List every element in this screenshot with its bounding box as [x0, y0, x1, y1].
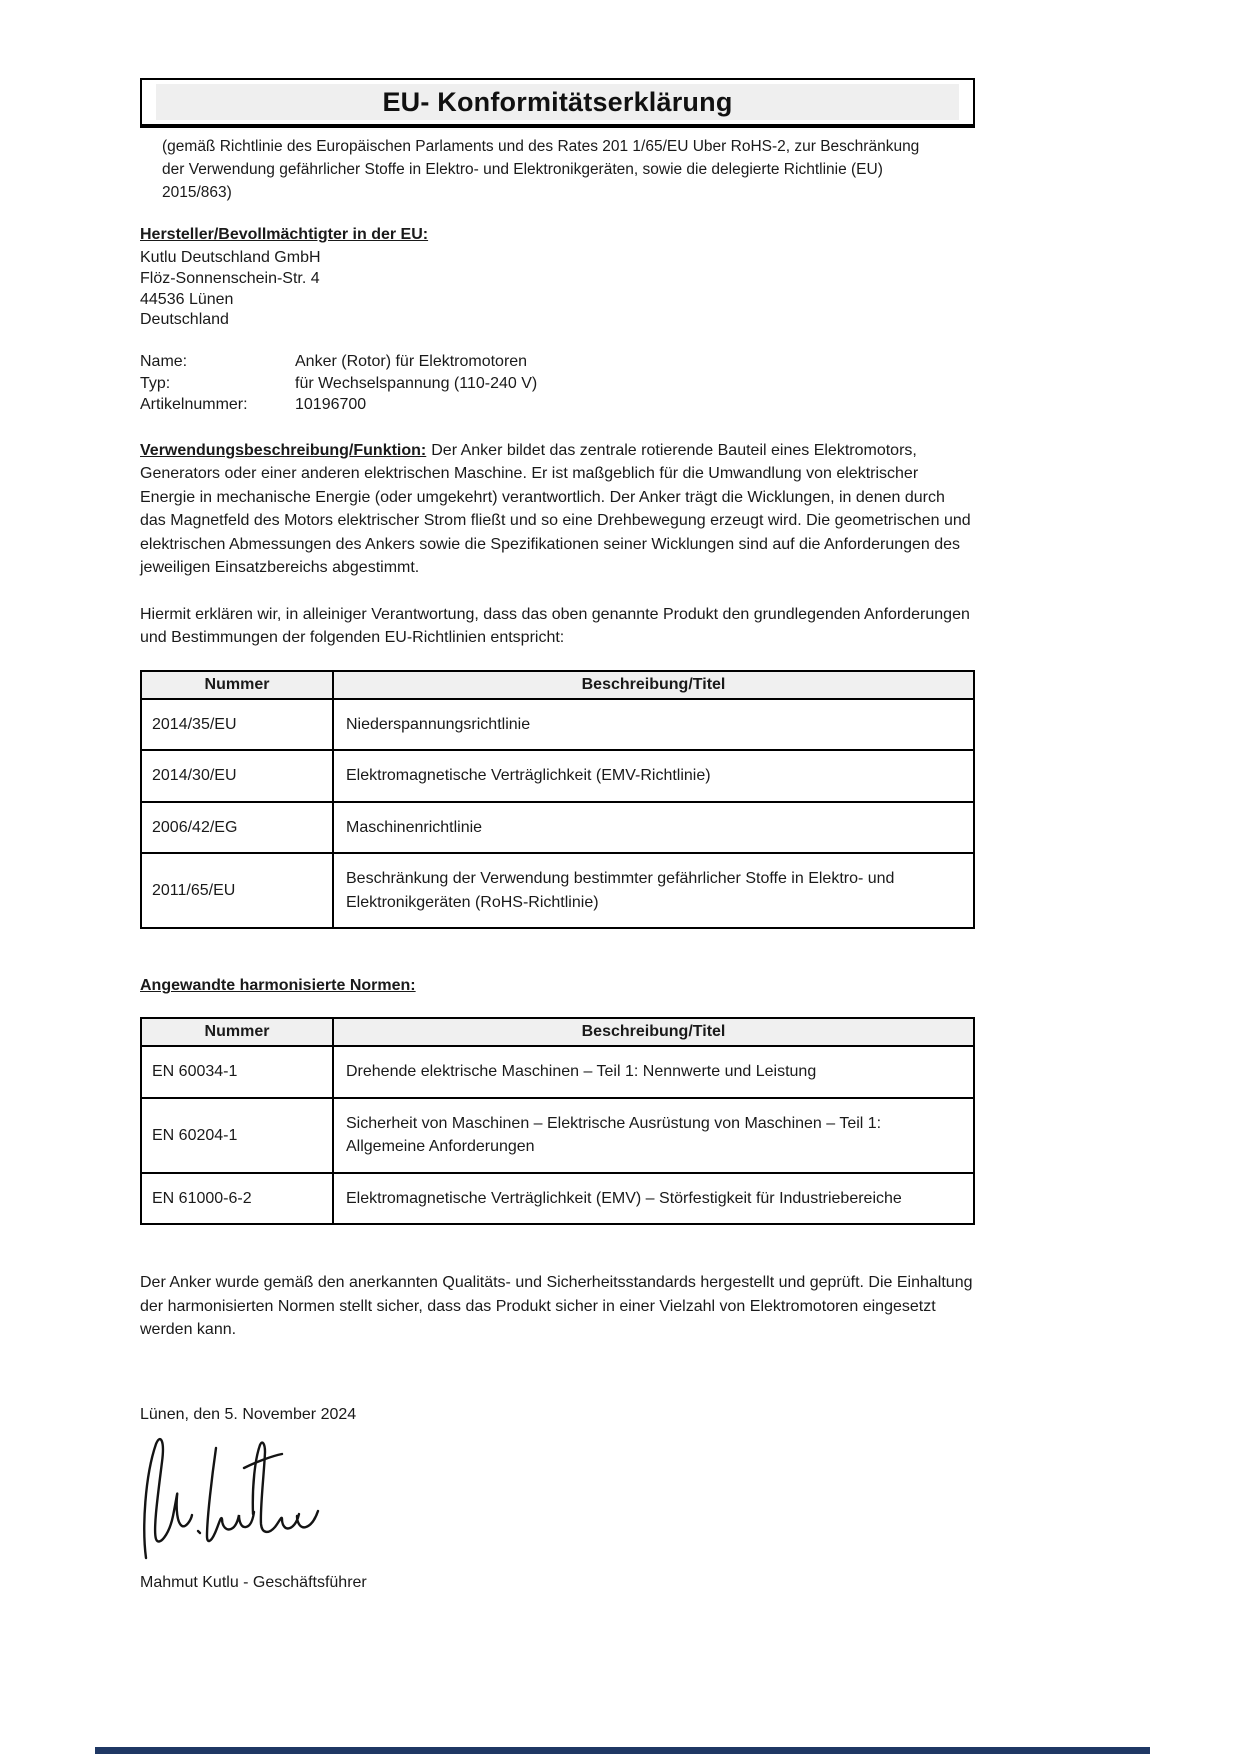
norms-table	[140, 1017, 975, 1225]
directive-title: Maschinenrichtlinie	[333, 802, 974, 854]
table-row	[141, 750, 974, 802]
product-articlenumber-value: 10196700	[295, 396, 367, 414]
table-row	[141, 1046, 974, 1098]
table-row	[141, 853, 974, 928]
usage-description-paragraph	[140, 439, 975, 580]
closing-paragraph: Der Anker wurde gemäß den anerkannten Qualitäts- und Sicherheitsstandards hergestellt und geprüft. Die Einhaltung der harmonisierten Normen stellt sicher, dass das Produkt sicher in einer Vielzahl von Elektromotoren eingesetzt werden kann.	[140, 1274, 973, 1339]
norm-number: EN 60034-1	[141, 1046, 333, 1098]
usage-description-text: Der Anker bildet das zentrale rotierende Bauteil eines Elektromotors, Generators oder einer anderen elektrischen Maschine. Er ist maßgeblich für die Umwandlung von elektrischer Energie in mechanische Energie (oder umgekehrt) verantwortlich. Der Anker trägt die Wicklungen, in denen durch das Magnetfeld des Motors elektrischer Strom fließt und so eine Drehbewegung erzeugt wird. Die geometrischen und elektrischen Abmessungen des Ankers sowie die Spezifikationen seiner Wicklungen sind auf die Anforderungen des jeweiligen Einsatzbereichs abgestimmt.	[140, 441, 971, 577]
manufacturer-street: Flöz-Sonnenschein-Str. 4	[140, 269, 320, 287]
manufacturer-country: Deutschland	[140, 311, 229, 329]
directives-header-number: Nummer	[141, 671, 333, 699]
directive-title: Niederspannungsrichtlinie	[333, 699, 974, 751]
norm-title: Drehende elektrische Maschinen – Teil 1: Nennwerte und Leistung	[333, 1046, 974, 1098]
directives-table-header-row	[141, 671, 974, 699]
product-type-value: für Wechselspannung (110-240 V)	[295, 374, 538, 392]
signature-image	[140, 1432, 975, 1564]
directive-title: Elektromagnetische Verträglichkeit (EMV-Richtlinie)	[333, 750, 974, 802]
signature-icon	[140, 1432, 340, 1564]
table-row	[141, 1098, 974, 1173]
title-box	[140, 78, 975, 128]
place-date: Lünen, den 5. November 2024	[140, 1405, 357, 1423]
norm-title: Elektromagnetische Verträglichkeit (EMV) – Störfestigkeit für Industriebereiche	[333, 1173, 974, 1225]
manufacturer-company: Kutlu Deutschland GmbH	[140, 249, 321, 266]
norm-title: Sicherheit von Maschinen – Elektrische Ausrüstung von Maschinen – Teil 1: Allgemeine Anforderungen	[333, 1098, 974, 1173]
directive-number: 2014/35/EU	[141, 699, 333, 751]
table-row	[141, 699, 974, 751]
product-type-label: Typ:	[140, 374, 171, 392]
table-row	[141, 802, 974, 854]
document-title: EU- Konformitätserklärung	[382, 87, 733, 117]
directive-number: 2014/30/EU	[141, 750, 333, 802]
manufacturer-city: 44536 Lünen	[140, 290, 234, 308]
product-info	[140, 351, 975, 416]
document-subtitle: (gemäß Richtlinie des Europäischen Parlaments und des Rates 201 1/65/EU Uber RoHS-2, zur Beschränkung der Verwendung gefährlicher Stoffe in Elektro- und Elektronikgeräten, sowie die delegierte Richtlinie (EU) 2015/863)	[162, 138, 920, 201]
directive-number: 2011/65/EU	[141, 853, 333, 928]
product-name-value: Anker (Rotor) für Elektromotoren	[295, 353, 528, 371]
product-name-label: Name:	[140, 353, 188, 371]
norms-table-header-row	[141, 1018, 974, 1046]
norms-heading: Angewandte harmonisierte Normen:	[140, 977, 416, 995]
signer-name: Mahmut Kutlu - Geschäftsführer	[140, 1573, 367, 1591]
declaration-paragraph: Hiermit erklären wir, in alleiniger Verantwortung, dass das oben genannte Produkt den grundlegenden Anforderungen und Bestimmungen der folgenden EU-Richtlinien entspricht:	[140, 605, 970, 647]
product-articlenumber-row	[140, 394, 975, 416]
title-band	[156, 84, 959, 120]
footer-bar	[95, 1747, 1150, 1754]
norms-header-title: Beschreibung/Titel	[333, 1018, 974, 1046]
manufacturer-heading: Hersteller/Bevollmächtigter in der EU:	[140, 226, 429, 243]
norms-header-number: Nummer	[141, 1018, 333, 1046]
norm-number: EN 60204-1	[141, 1098, 333, 1173]
product-type-row	[140, 373, 975, 395]
usage-description-lead: Verwendungsbeschreibung/Funktion:	[140, 441, 427, 459]
table-row	[141, 1173, 974, 1225]
product-articlenumber-label: Artikelnummer:	[140, 396, 248, 414]
norm-number: EN 61000-6-2	[141, 1173, 333, 1225]
document-content	[140, 0, 975, 1594]
directive-number: 2006/42/EG	[141, 802, 333, 854]
directive-title: Beschränkung der Verwendung bestimmter gefährlicher Stoffe in Elektro- und Elektronikgeräten (RoHS-Richtlinie)	[333, 853, 974, 928]
directives-header-title: Beschreibung/Titel	[333, 671, 974, 699]
directives-table	[140, 670, 975, 930]
manufacturer-address	[140, 248, 975, 331]
product-name-row	[140, 351, 975, 373]
